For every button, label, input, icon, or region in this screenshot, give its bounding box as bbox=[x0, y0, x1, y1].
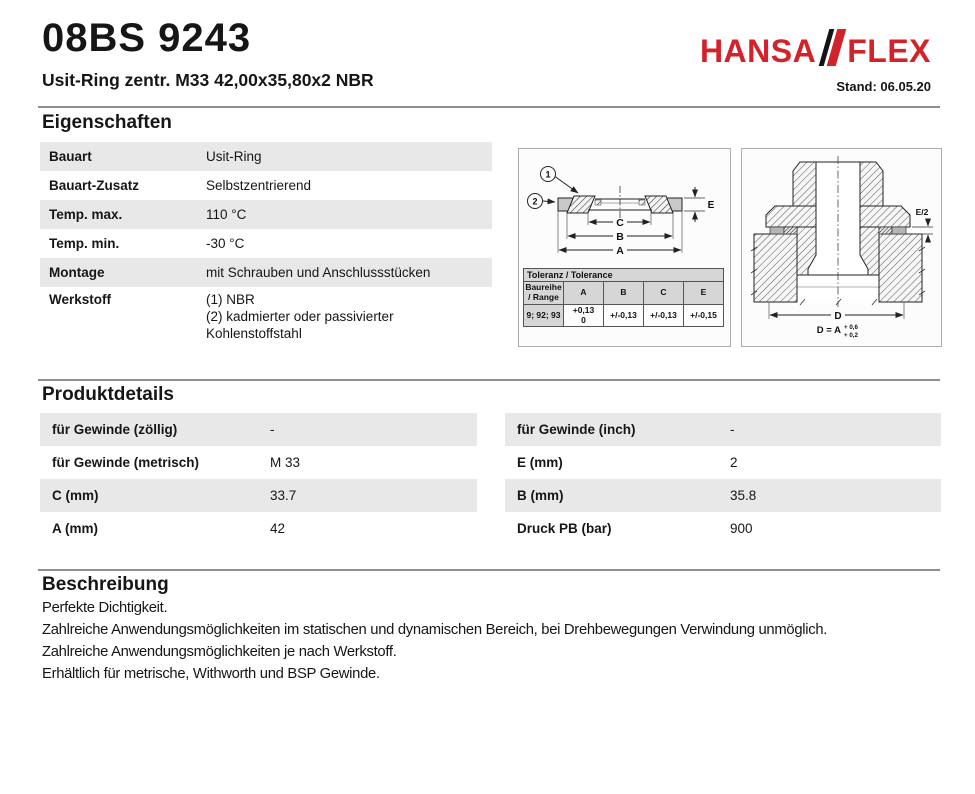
table-row bbox=[40, 446, 477, 479]
description-line: Zahlreiche Anwendungsmöglichkeiten je nach Werkstoff. bbox=[42, 644, 397, 660]
description-line: Erhältlich für metrische, Withworth und BSP Gewinde. bbox=[42, 666, 380, 682]
stand-date: Stand: 06.05.20 bbox=[836, 79, 931, 94]
table-row bbox=[40, 142, 492, 171]
ring-cross-section-drawing bbox=[519, 149, 728, 266]
row-value: - bbox=[270, 422, 275, 437]
row-value: 33.7 bbox=[270, 488, 297, 503]
col-header-b: B bbox=[604, 282, 644, 305]
table-row bbox=[40, 229, 492, 258]
col-header-c: C bbox=[644, 282, 684, 305]
description-line: Zahlreiche Anwendungsmöglichkeiten im statischen und dynamischen Bereich, bei Drehbewegungen Verwindung unmöglich. bbox=[42, 622, 828, 638]
tolerance-value-b: +/-0,13 bbox=[604, 304, 644, 327]
row-value bbox=[206, 291, 492, 342]
row-label: Druck PB (bar) bbox=[517, 521, 612, 536]
hansa-flex-logo bbox=[699, 29, 931, 69]
row-value: 110 °C bbox=[206, 207, 247, 222]
dim-d-label: D bbox=[834, 311, 842, 322]
section-heading-produktdetails: Produktdetails bbox=[42, 384, 174, 405]
formula-lower-tolerance: + 0,2 bbox=[844, 332, 858, 339]
row-label: E (mm) bbox=[517, 455, 563, 470]
dim-e-label: E bbox=[707, 200, 715, 211]
table-row bbox=[505, 413, 941, 446]
table-row bbox=[505, 512, 941, 545]
table-row bbox=[40, 258, 492, 287]
row-label: Bauart bbox=[49, 149, 92, 164]
row-value: M 33 bbox=[270, 455, 301, 470]
werkstoff-line: (2) kadmierter oder passivierter bbox=[206, 309, 394, 324]
produktdetails-right-table bbox=[505, 413, 941, 545]
callout-2-label: 2 bbox=[532, 196, 538, 207]
table-row bbox=[505, 479, 941, 512]
formula-base: D = A bbox=[816, 325, 841, 336]
description-text bbox=[42, 597, 942, 685]
row-value: - bbox=[730, 422, 735, 437]
tolerance-value-c: +/-0,13 bbox=[644, 304, 684, 327]
installation-drawing bbox=[742, 149, 939, 344]
description-line: Perfekte Dichtigkeit. bbox=[42, 600, 168, 616]
tolerance-range: 9; 92; 93 bbox=[524, 304, 564, 327]
row-label: Montage bbox=[49, 265, 105, 280]
tolerance-title: Toleranz / Tolerance bbox=[524, 269, 724, 282]
row-label: C (mm) bbox=[52, 488, 99, 503]
row-value: Usit-Ring bbox=[206, 149, 262, 164]
usit-ring-section-diagram bbox=[518, 148, 731, 347]
row-value: -30 °C bbox=[206, 236, 245, 251]
row-label: Temp. max. bbox=[49, 207, 123, 222]
row-value: 42 bbox=[270, 521, 286, 536]
table-row bbox=[505, 446, 941, 479]
table-row bbox=[40, 479, 477, 512]
table-row bbox=[40, 287, 492, 346]
row-value: mit Schrauben und Anschlussstücken bbox=[206, 265, 431, 280]
logo-text-hansa: HANSA bbox=[699, 33, 817, 69]
divider-beschreibung bbox=[38, 569, 940, 571]
row-label: für Gewinde (zöllig) bbox=[52, 422, 178, 437]
section-heading-beschreibung: Beschreibung bbox=[42, 574, 169, 595]
divider-header bbox=[38, 106, 940, 108]
logo-text-flex: FLEX bbox=[847, 33, 931, 69]
row-value: 35.8 bbox=[730, 488, 757, 503]
col-header-e: E bbox=[684, 282, 724, 305]
row-label: Temp. min. bbox=[49, 236, 120, 251]
eigenschaften-table bbox=[40, 142, 492, 346]
tolerance-a-bottom: 0 bbox=[581, 314, 586, 325]
row-label: B (mm) bbox=[517, 488, 564, 503]
installation-diagram bbox=[741, 148, 942, 347]
werkstoff-line: Kohlenstoffstahl bbox=[206, 326, 302, 341]
tolerance-value-a bbox=[564, 304, 604, 327]
dim-e2-label: E/2 bbox=[915, 207, 929, 217]
row-label: für Gewinde (inch) bbox=[517, 422, 636, 437]
row-value: Selbstzentrierend bbox=[206, 178, 312, 193]
callout-1-label: 1 bbox=[545, 169, 551, 180]
row-label: Werkstoff bbox=[49, 292, 112, 307]
table-row bbox=[40, 413, 477, 446]
dim-a-label: A bbox=[616, 245, 624, 257]
tolerance-a-top: +0,13 bbox=[572, 304, 595, 315]
table-row bbox=[40, 512, 477, 545]
section-heading-eigenschaften: Eigenschaften bbox=[42, 112, 172, 133]
page-title: 08BS 9243 bbox=[42, 16, 252, 60]
dim-c-label: C bbox=[616, 217, 624, 229]
col-header-range: Baureihe / Range bbox=[524, 282, 564, 305]
divider-produktdetails bbox=[38, 379, 940, 381]
row-label: A (mm) bbox=[52, 521, 98, 536]
dim-b-label: B bbox=[616, 231, 624, 243]
tolerance-table bbox=[523, 268, 724, 327]
table-row bbox=[40, 171, 492, 200]
product-subtitle: Usit-Ring zentr. M33 42,00x35,80x2 NBR bbox=[42, 70, 374, 90]
row-value: 2 bbox=[730, 455, 738, 470]
table-row bbox=[40, 200, 492, 229]
row-label: Bauart-Zusatz bbox=[49, 178, 140, 193]
tolerance-value-e: +/-0,15 bbox=[684, 304, 724, 327]
werkstoff-line: (1) NBR bbox=[206, 292, 255, 307]
row-value: 900 bbox=[730, 521, 753, 536]
row-label: für Gewinde (metrisch) bbox=[52, 455, 200, 470]
col-header-a: A bbox=[564, 282, 604, 305]
produktdetails-left-table bbox=[40, 413, 477, 545]
formula-upper-tolerance: + 0,6 bbox=[844, 324, 858, 331]
